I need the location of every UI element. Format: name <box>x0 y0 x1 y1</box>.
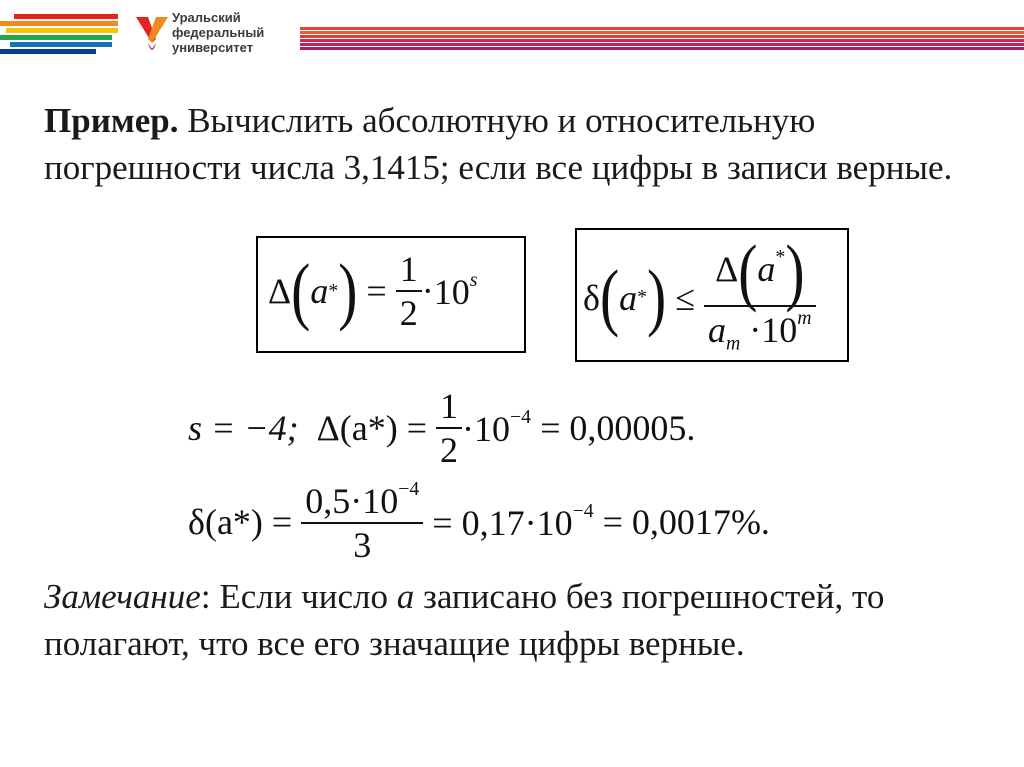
dot: · <box>421 271 434 311</box>
paren-close: ) <box>647 256 667 339</box>
base: ·10 <box>462 408 511 449</box>
slide-header <box>0 0 1024 80</box>
exponent: −4 <box>572 500 594 522</box>
relative-error-formula <box>583 231 816 356</box>
university-name <box>172 10 264 55</box>
remark-label: Замечание <box>44 577 201 616</box>
star: * <box>637 286 648 309</box>
numerator <box>301 478 423 522</box>
paren-close: ) <box>785 231 805 314</box>
denominator: 3 <box>301 522 423 566</box>
logo-line: университет <box>172 40 254 55</box>
logo-line: федеральный <box>172 25 265 40</box>
stripe <box>300 35 1024 38</box>
num-base: 0,5·10 <box>305 480 399 521</box>
university-logo-icon <box>134 13 170 59</box>
lhs: Δ(a*) = <box>316 408 428 448</box>
paren-open: ( <box>291 250 311 332</box>
paren-open: ( <box>599 256 620 339</box>
exponent: s <box>469 269 478 292</box>
mid-base: = 0,17·10 <box>432 502 573 543</box>
equals-sign: = <box>366 271 387 311</box>
remark-variable: a <box>396 577 415 616</box>
logo-line: Уральский <box>172 10 241 25</box>
example-text: Вычислить абсолютную и относительную погрешности числа 3,1415; если все цифры в записи верные. <box>44 101 953 187</box>
percent-sign: %. <box>730 501 770 542</box>
stripe <box>0 21 118 26</box>
paren-close: ) <box>338 250 358 332</box>
base: 10 <box>761 309 798 350</box>
variable-a: a <box>708 309 726 350</box>
power-ten <box>434 269 478 313</box>
stripe <box>300 31 1024 34</box>
absolute-error-formula <box>268 248 477 334</box>
exponent: m <box>797 307 812 329</box>
stripe <box>6 28 118 33</box>
star: * <box>328 279 339 302</box>
lhs: δ(a*) = <box>188 501 293 542</box>
header-stripes-left <box>0 14 118 62</box>
fraction-one-half <box>396 248 422 334</box>
numerator <box>704 231 816 314</box>
delta-symbol: Δ <box>268 271 292 311</box>
stripe <box>300 39 1024 42</box>
variable-a: a <box>310 271 329 311</box>
stripe <box>0 35 112 40</box>
result: = 0,0017 <box>602 501 731 542</box>
variable-a: a <box>757 248 776 289</box>
base: 10 <box>433 271 470 312</box>
mid-value <box>432 500 593 544</box>
stripe <box>300 27 1024 30</box>
relative-fraction <box>704 231 816 356</box>
absolute-error-calculation <box>188 385 695 471</box>
stripe <box>300 43 1024 46</box>
less-equal-sign: ≤ <box>675 277 695 318</box>
dot: · <box>749 309 762 350</box>
remark-text: : Если число <box>200 577 397 616</box>
fraction-one-half <box>436 385 462 471</box>
star: * <box>775 245 786 268</box>
stripe <box>0 49 96 54</box>
numerator: 1 <box>399 249 418 289</box>
exponent: −4 <box>510 406 532 429</box>
result: = 0,00005. <box>540 408 696 448</box>
small-delta-symbol: δ <box>583 277 600 318</box>
paren-open: ( <box>738 231 758 314</box>
power-ten <box>462 406 531 450</box>
numerator: 1 <box>440 386 459 426</box>
example-statement <box>44 97 974 191</box>
delta-symbol: Δ <box>715 248 739 289</box>
variable-a: a <box>619 277 638 318</box>
denominator: 2 <box>436 427 462 471</box>
remark-text: записано без погрешностей, то полагают, что все его значащие цифры верные. <box>44 577 885 663</box>
exponent: −4 <box>398 478 420 500</box>
relative-error-calculation <box>188 478 770 566</box>
example-label: Пример. <box>44 101 179 140</box>
s-value: s = −4; <box>188 408 299 448</box>
relative-fraction <box>301 478 423 566</box>
stripe <box>10 42 112 47</box>
subscript-m: m <box>726 332 741 355</box>
stripe <box>14 14 118 19</box>
stripe <box>300 47 1024 50</box>
denominator: 2 <box>396 290 422 334</box>
header-stripes-right <box>300 27 1024 53</box>
remark-paragraph <box>44 573 974 667</box>
